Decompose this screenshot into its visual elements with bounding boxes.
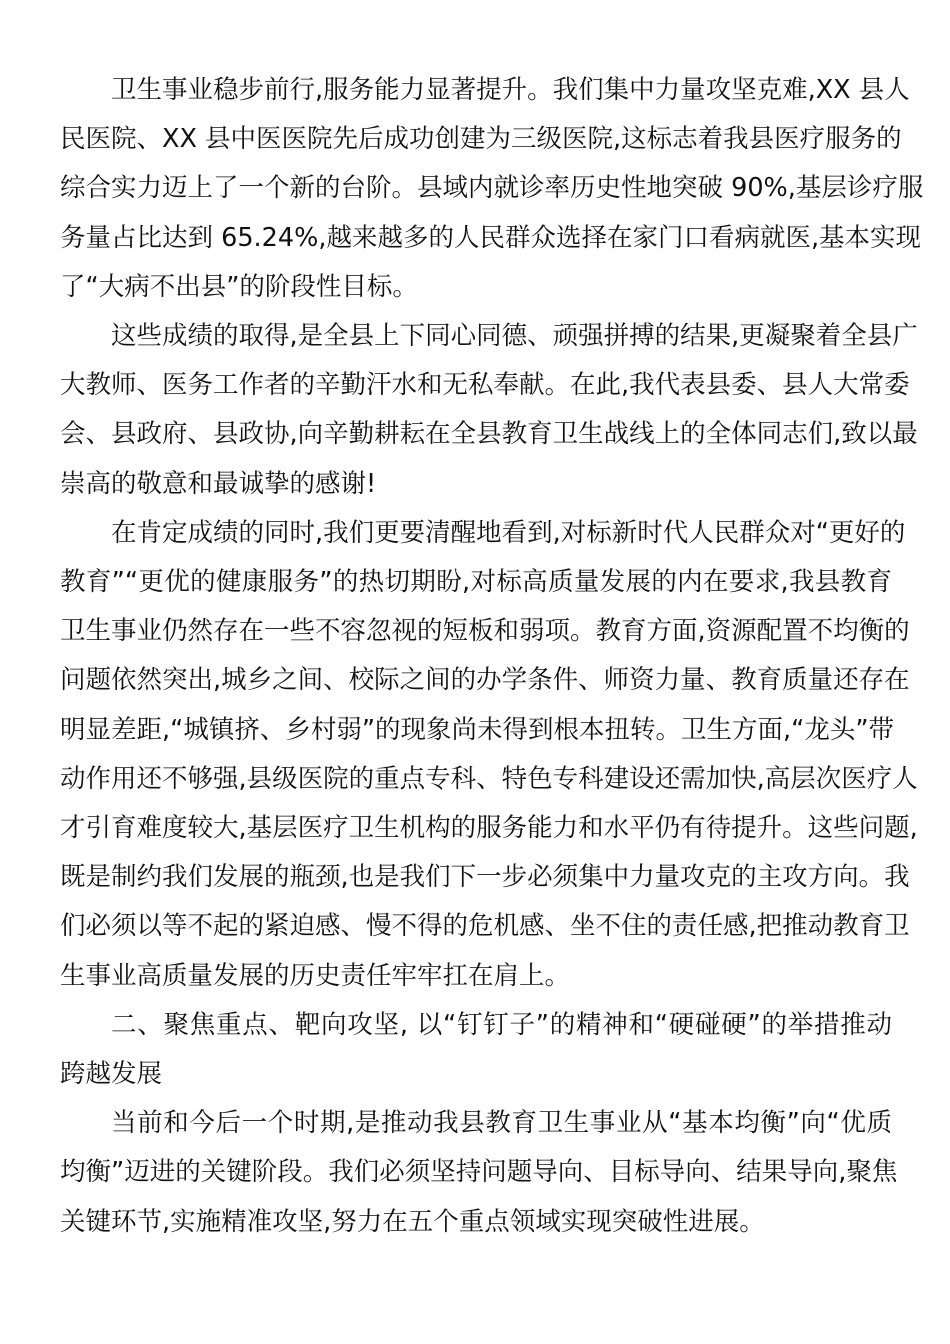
paragraph-health-progress — [60, 66, 924, 312]
text-line: 明显差距,“城镇挤、乡村弱”的现象尚未得到根本扭转。卫生方面,“龙头”带 — [60, 714, 895, 745]
text-line: 问题依然突出,城乡之间、校际之间的办学条件、师资力量、教育质量还存在 — [60, 665, 910, 696]
text-line: 综合实力迈上了一个新的台阶。县域内就诊率历史性地突破 90%,基层诊疗服 — [60, 173, 924, 204]
text-line: 大教师、医务工作者的辛勤汗水和无私奉献。在此,我代表县委、县人大常委 — [60, 370, 910, 401]
text-line: 均衡”迈进的关键阶段。我们必须坚持问题导向、目标导向、结果导向,聚焦 — [60, 1157, 898, 1188]
text-line: 民医院、XX 县中医医院先后成功创建为三级医院,这标志着我县医疗服务的 — [60, 124, 902, 155]
text-line: 既是制约我们发展的瓶颈,也是我们下一步必须集中力量攻克的主攻方向。我 — [60, 862, 910, 893]
paragraph-key-stage — [60, 1099, 898, 1247]
text-line: 了“大病不出县”的阶段性目标。 — [60, 271, 418, 302]
text-line: 生事业高质量发展的历史责任牢牢扛在肩上。 — [60, 960, 571, 991]
text-line: 们必须以等不起的紧迫感、慢不得的危机感、坐不住的责任感,把推动教育卫 — [60, 911, 910, 942]
document-page — [60, 66, 924, 1247]
heading-line: 二、聚焦重点、靶向攻坚, 以“钉钉子”的精神和“硬碰硬”的举措推动 — [111, 1009, 892, 1040]
text-line: 卫生事业稳步前行,服务能力显著提升。我们集中力量攻坚克难,XX 县人 — [111, 75, 910, 105]
text-line: 动作用还不够强,县级医院的重点专科、特色专科建设还需加快,高层次医疗人 — [60, 763, 918, 794]
text-line: 关键环节,实施精准攻坚,努力在五个重点领域实现突破性进展。 — [60, 1206, 765, 1237]
paragraph-shortcomings — [60, 509, 918, 1001]
text-line: 教育”“更优的健康服务”的热切期盼,对标高质量发展的内在要求,我县教育 — [60, 567, 892, 598]
paragraph-acknowledgement — [60, 312, 918, 509]
text-line: 会、县政府、县政协,向辛勤耕耘在全县教育卫生战线上的全体同志们,致以最 — [60, 419, 918, 450]
heading-line: 跨越发展 — [60, 1059, 163, 1090]
text-line: 当前和今后一个时期,是推动我县教育卫生事业从“基本均衡”向“优质 — [111, 1108, 892, 1139]
text-line: 在肯定成绩的同时,我们更要清醒地看到,对标新时代人民群众对“更好的 — [111, 517, 906, 548]
section-heading-two — [60, 1001, 892, 1099]
text-line: 务量占比达到 65.24%,越来越多的人民群众选择在家门口看病就医,基本实现 — [60, 222, 922, 253]
text-line: 卫生事业仍然存在一些不容忽视的短板和弱项。教育方面,资源配置不均衡的 — [60, 616, 910, 647]
text-line: 才引育难度较大,基层医疗卫生机构的服务能力和水平仍有待提升。这些问题, — [60, 813, 918, 844]
text-line: 崇高的敬意和最诚挚的感谢! — [60, 468, 377, 499]
text-line: 这些成绩的取得,是全县上下同心同德、顽强拼搏的结果,更凝聚着全县广 — [111, 321, 918, 352]
